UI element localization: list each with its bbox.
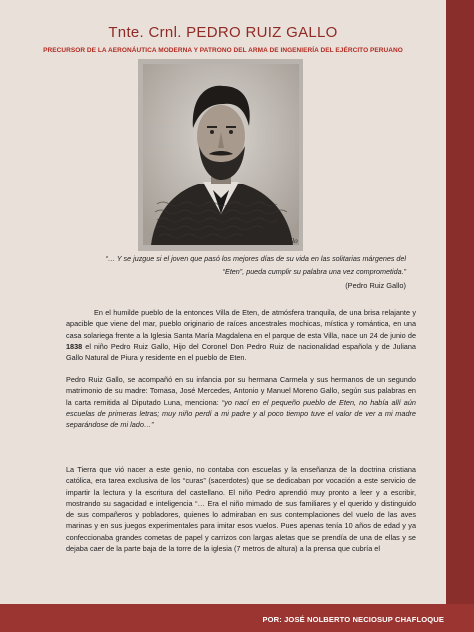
- decorative-side-bar: [446, 0, 474, 632]
- paragraph-education: La Tierra que vió nacer a este genio, no contaba con escuelas y la enseñanza de la doctrina cristiana católica, era tarea exclusiva de los “curas” (sacerdotes) que se dedicaban por vocación a este servicio de impartir la lectura y la escritura del castellano. El niño Pedro aprendió muy pronto a leer y a escribir, mostrando su sagacidad e inteligencia “… Era el niño mimado de sus familiares y el querido y distinguido de sus compañeros y pobladores, quienes lo admiraban en sus contemplaciones del vuelo de las aves marinas y en sus juegos experimentales para imitar esos vuelos. Pues apenas tenía 10 años de edad y ya confeccionaba grandes cometas de papel y carrizos con largas aletas que se prendía de una de ellas y se dejaba caer de la parte baja de la torre de la iglesia (7 metros de altura) a la prensa que cubría el: [66, 465, 416, 554]
- epigraph-author: (Pedro Ruiz Gallo): [345, 281, 406, 290]
- page-title: Tnte. Crnl. PEDRO RUIZ GALLO: [108, 24, 338, 41]
- paragraph-childhood-text: Pedro Ruiz Gallo, se acompañó en su infancia por su hermana Carmela y sus hermanos de un segundo matrimonio de su madre: Tomasa, José Mercedes, Antonio y Manuel Moreno Gallo, según sus palabras en la carta remitida al Diputado Luna, menciona:: [66, 375, 416, 407]
- birth-year: 1838: [66, 341, 83, 351]
- epigraph-quote: [40, 253, 406, 278]
- portrait-photo: [143, 64, 299, 245]
- page-subtitle: PRECURSOR DE LA AERONÁUTICA MODERNA Y PATRONO DEL ARMA DE INGENIERÍA DEL EJÉRCITO PERUANO: [43, 47, 403, 54]
- footer-author: POR: JOSÉ NOLBERTO NECIOSUP CHAFLOQUE: [262, 615, 444, 624]
- epigraph-line-1: “… Y se juzgue si el joven que pasó los mejores días de su vida en las solitarias márgenes del: [105, 254, 406, 263]
- letter-quote: “yo nací en el pequeño pueblo de Eten, no había allí aún escuelas de primeras letras; muy niño perdí a mi padre y al poco tiempo tuve el valor de ver a mi madre separándose de mi lado…”: [66, 397, 416, 430]
- epigraph-line-2: “Eten”, pueda cumplir su palabra una vez comprometida.”: [222, 266, 406, 276]
- paragraph-birth-text-a: En el humilde pueblo de la entonces Villa de Eten, de atmósfera tranquila, de una brisa relajante y apacible que viene del mar, pueblo originario de raíces ancestrales mochicas, mística y romántica, en una casa solariega frente a la Iglesia Santa María Magdalena en el parque de esta Villa, nace un 24 de junio de: [66, 308, 416, 340]
- portrait-signature: Pedro Ruiz Gallo: [247, 238, 298, 245]
- paragraph-birth: [66, 307, 416, 363]
- paragraph-childhood: [66, 374, 416, 430]
- paragraph-birth-text-b: el niño Pedro Ruiz Gallo, Hijo del Coronel Don Pedro Ruiz de nacionalidad española y de Juliana Gallo Natural de Piura y residente en el pueblo de Eten.: [66, 341, 416, 363]
